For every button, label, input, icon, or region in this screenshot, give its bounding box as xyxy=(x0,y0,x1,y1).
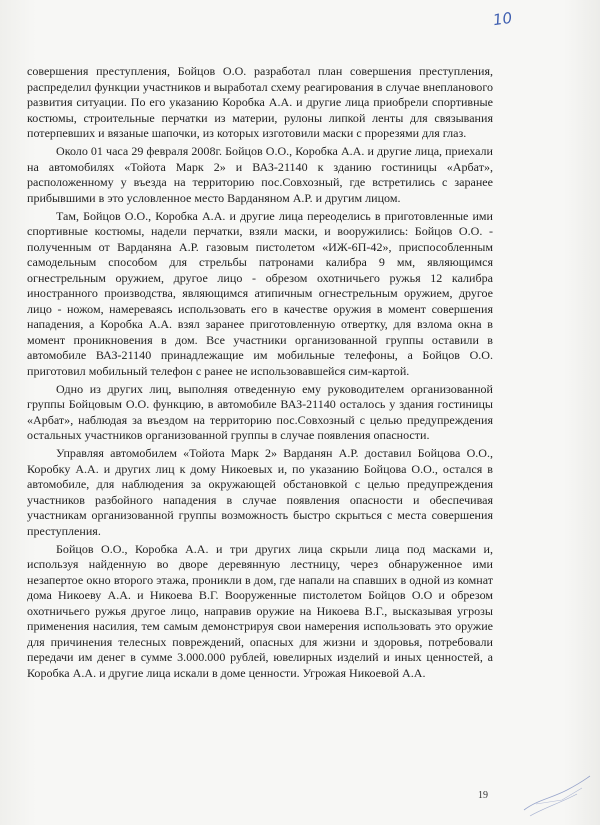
paragraph: Бойцов О.О., Коробка А.А. и три других лица скрыли лица под масками и, используя найденную во дворе деревянную лестницу, через обнаруженное ими незапертое окно второго этажа, проникли в дом, где напали на спавших в одной из комнат дома Никоеву А.А. и Никоева В.Г. Вооруженные пистолетом Бойцов О.О и обрезом охотничьего ружья другое лицо, направив оружие на Никоева В.Г., высказывая угрозы применения насилия, тем самым демонстрируя свои намерения использовать это оружие для причинения телесных повреждений, опасных для жизни и здоровья, потребовали передачи им денег в сумме 3.000.000 рублей, ювелирных изделий и иных ценностей, а Коробка А.А. и другие лица искали в доме ценности. Угрожая Никоевой А.А. xyxy=(27,541,493,680)
paragraph: Одно из других лиц, выполняя отведенную ему руководителем организованной группы Бойцовым О.О. функцию, в автомобиле ВАЗ-21140 осталось у здания гостиницы «Арбат», наблюдая за въездом на территорию пос.Совхозный с целью предупреждения остальных участников организованной группы в случае появления опасности. xyxy=(27,381,493,442)
handwritten-page-number: 10 xyxy=(491,8,514,30)
pen-scribble-icon xyxy=(522,770,592,820)
document-body xyxy=(27,64,493,684)
paragraph: Около 01 часа 29 февраля 2008г. Бойцов О.О., Коробка А.А. и другие лица, приехали на автомобилях «Тойота Марк 2» и ВАЗ-21140 к зданию гостиницы «Арбат», расположенному у въезда на территорию пос.Совхозный, где встретились с заранее прибывшими в это условленное место Варданяном А.Р. и другим лицом. xyxy=(27,144,493,205)
page-number: 19 xyxy=(478,790,488,801)
paragraph: Там, Бойцов О.О., Коробка А.А. и другие лица переоделись в приготовленные ими спортивные костюмы, надели перчатки, взяли маски, и вооружились: Бойцов О.О. - полученным от Варданяна А.Р. газовым пистолетом «ИЖ-6П-42», приспособленным самодельным способом для стрельбы патронами калибра 9 мм, являющимся огнестрельным оружием, другое лицо - обрезом охотничьего ружья 12 калибра иностранного производства, являющимся атипичным огнестрельным оружием, другое лицо - ножом, намереваясь использовать его в качестве оружия в момент совершения нападения, а Коробка А.А. взял заранее приготовленную отвертку, для взлома окна в момент проникновения в дом. Все участники организованной группы оставили в автомобиле ВАЗ-21140 принадлежащие им мобильные телефоны, а Бойцов О.О. приготовил мобильный телефон с ранее не использовавшейся сим-картой. xyxy=(27,208,493,378)
paragraph: совершения преступления, Бойцов О.О. разработал план совершения преступления, распределил функции участников и выработал схему реагирования в случае внепланового развития ситуации. По его указанию Коробка А.А. и другие лица приобрели спортивные костюмы, строительные перчатки из материи, рулоны липкой ленты для связывания потерпевших и вязаные шапочки, из которых изготовили маски с прорезями для глаз. xyxy=(27,64,493,140)
paragraph: Управляя автомобилем «Тойота Марк 2» Варданян А.Р. доставил Бойцова О.О., Коробку А.А. и других лиц к дому Никоевых и, по указанию Бойцова О.О., остался в автомобиле, для наблюдения за окружающей обстановкой с целью предупреждения участников разбойного нападения в случае появления опасности и обеспечивая участникам организованной группы возможность быстро скрыться с места совершения преступления. xyxy=(27,446,493,538)
